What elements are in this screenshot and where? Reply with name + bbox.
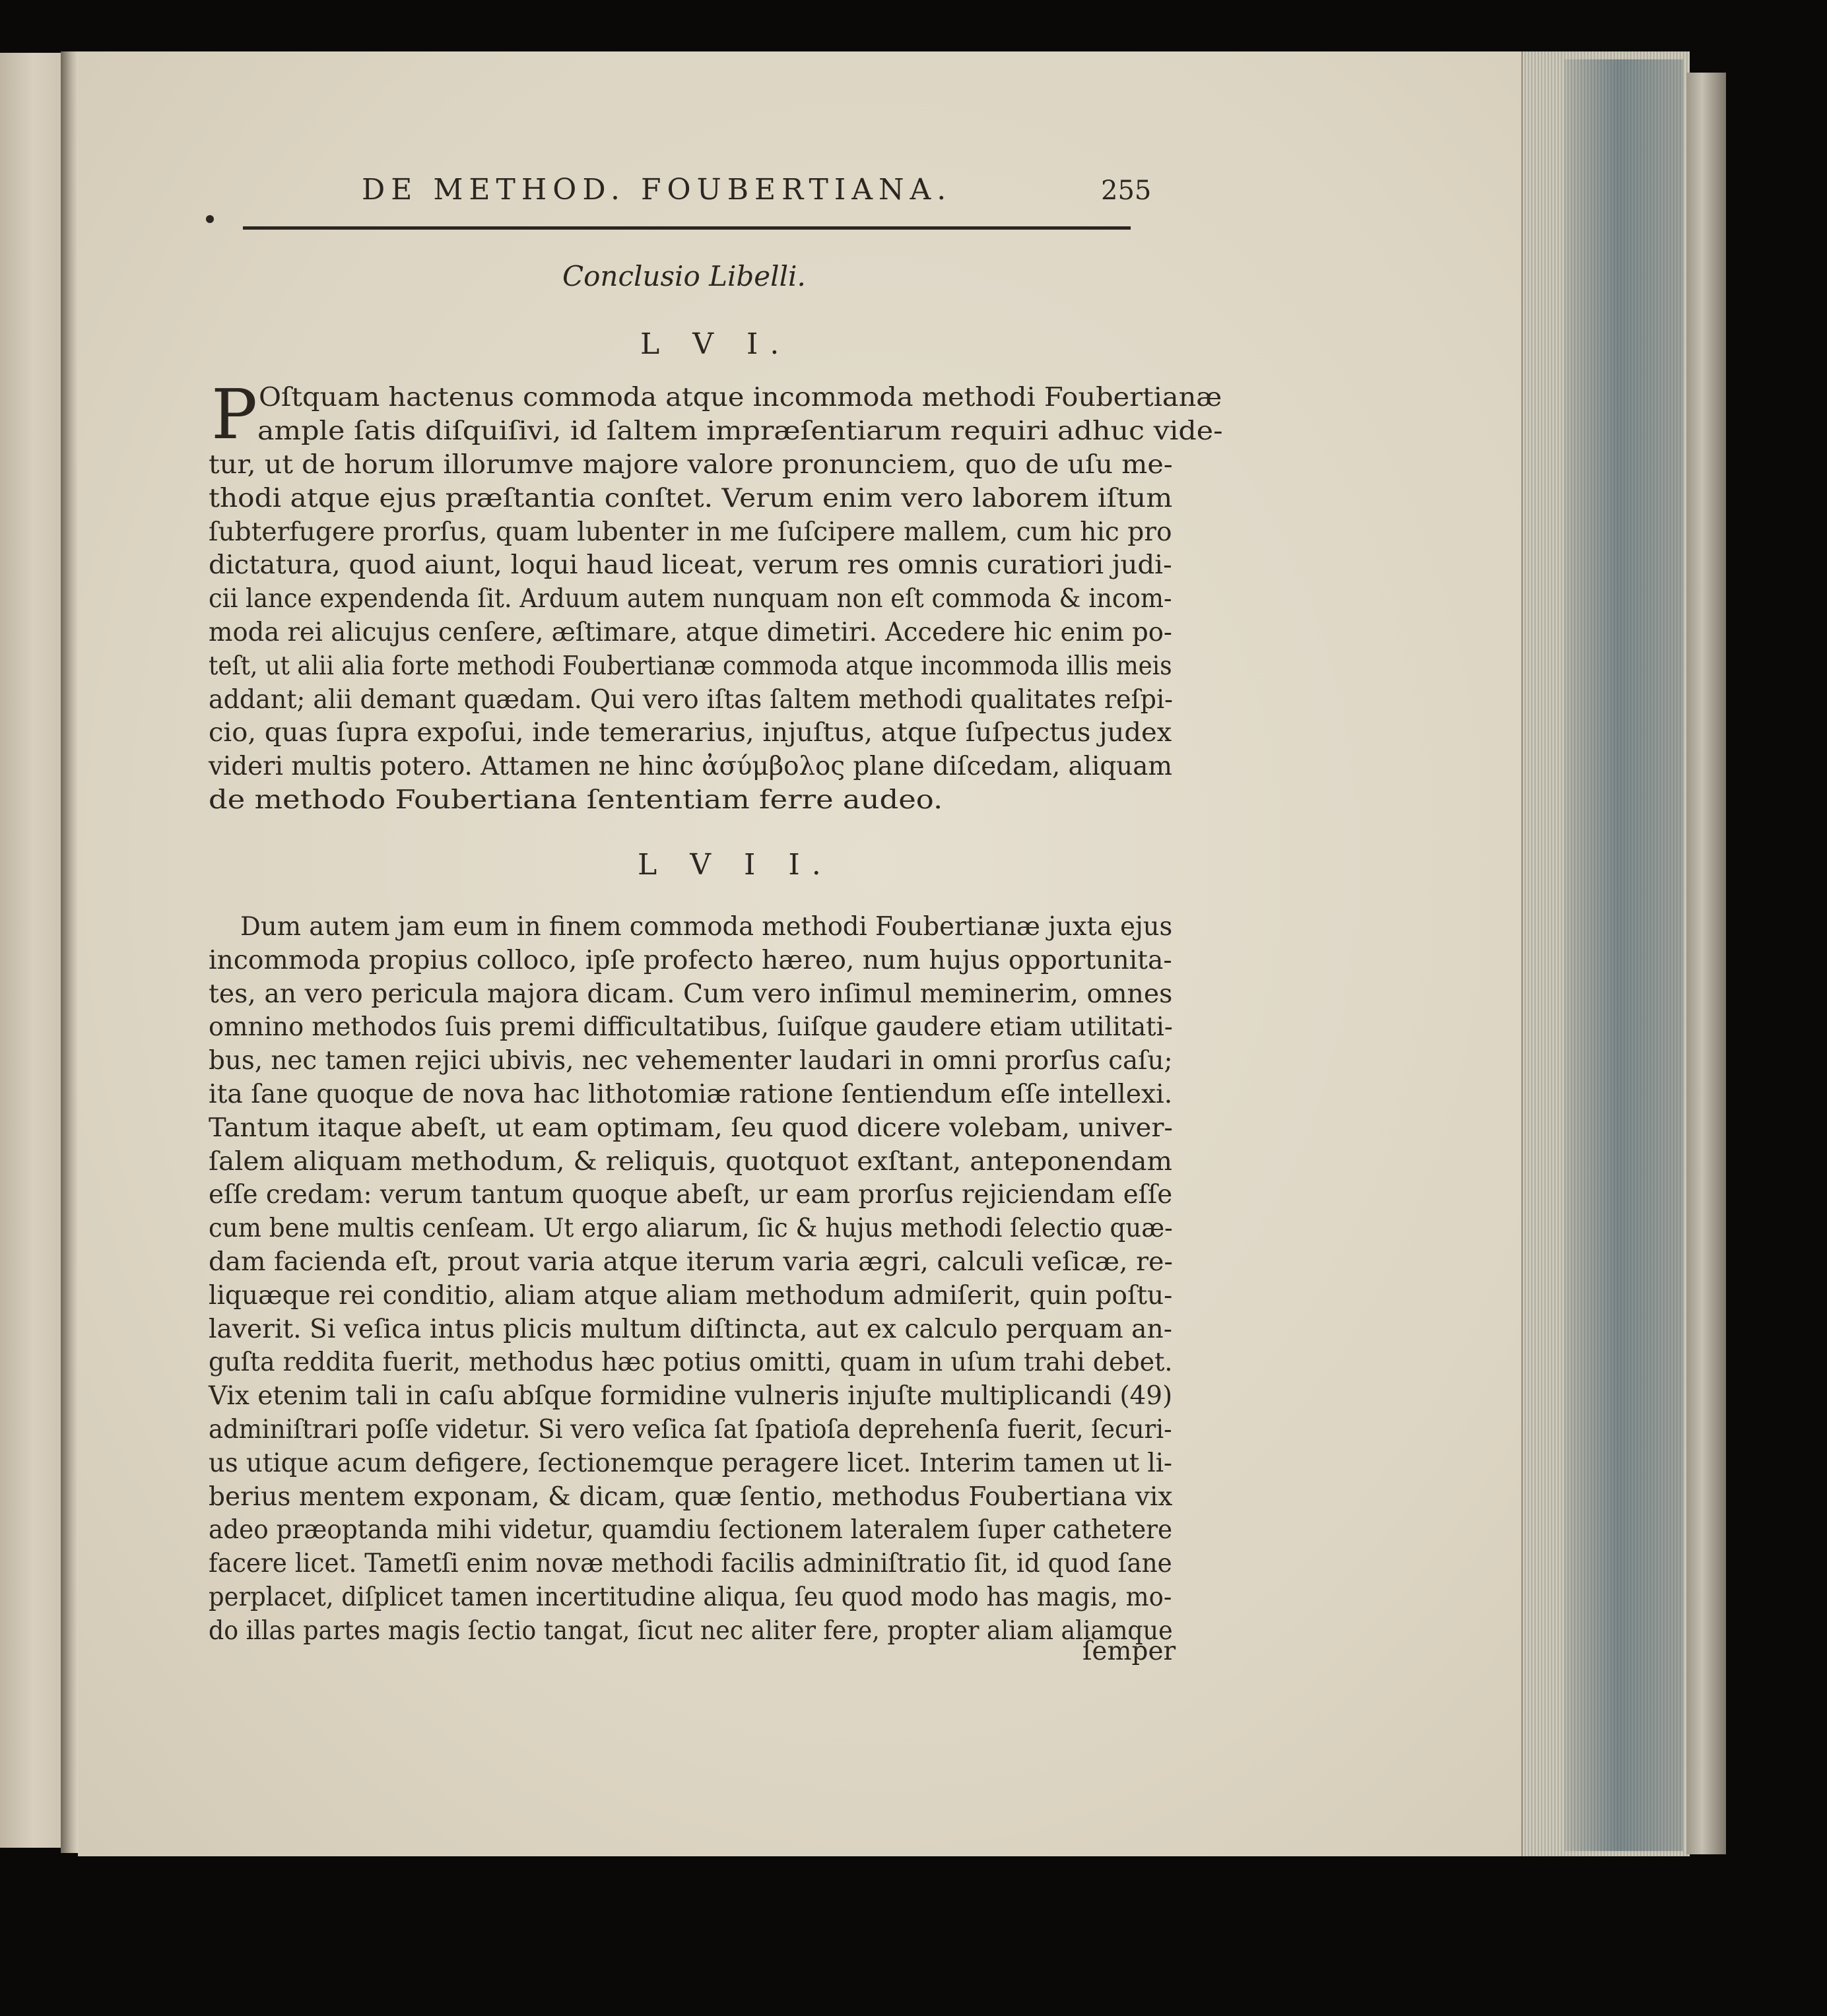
text-line: thodi atque ejus præſtantia conſtet. Verum enim vero laborem iſtum [209,483,1173,513]
text-line: adminiſtrari poſſe videtur. Si vero veſica ſat ſpatioſa deprehenſa fuerit, ſecuri- [209,1414,1172,1445]
text-line: ſubterfugere prorſus, quam lubenter in me ſuſcipere mallem, cum hic pro [209,517,1172,547]
left-page-edge [0,53,62,1848]
text-line: do illas partes magis ſectio tangat, ſicut nec aliter fere, propter aliam aliamque [209,1615,1173,1646]
text-line: berius mentem exponam, & dicam, quæ ſentio, methodus Foubertiana vix [209,1481,1173,1512]
section-number-lvi: L V I. [640,327,791,361]
conclusion-title: Conclusio Libelli. [562,260,806,292]
text-line: perplacet, diſplicet tamen incertitudine aliqua, ſeu quod modo has magis, mo- [209,1582,1172,1612]
drop-cap: P [211,374,257,455]
text-line: moda rei alicujus cenſere, æſtimare, atque dimetiri. Accedere hic enim po- [209,617,1172,647]
page-number: 255 [1101,176,1152,206]
text-line: tur, ut de horum illorumve majore valore pronunciem, quo de uſu me- [209,450,1173,480]
text-line: cio, quas ſupra expoſui, inde temerarius, injuſtus, atque ſuſpectus judex [209,718,1172,748]
fore-edge-coloring [1564,59,1683,1851]
text-line: teſt, ut alii alia forte methodi Foubertianæ commoda atque incommoda illis meis [209,651,1172,681]
text-line: guſta reddita fuerit, methodus hæc potius omitti, quam in uſum trahi debet. [209,1348,1173,1378]
book-gutter [61,51,78,1853]
text-line: incommoda propius colloco, ipſe profecto hæreo, num hujus opportunita- [209,945,1172,975]
text-line: de methodo Foubertiana ſententiam ferre audeo. [209,785,943,815]
paragraph-lvi-first-line [257,381,1223,449]
text-line: bus, nec tamen rejici ubivis, nec vehementer laudari in omni prorſus caſu; [209,1046,1173,1076]
text-line: Oſtquam hactenus commoda atque incommoda methodi Foubertianæ [259,383,1222,412]
text-line: Dum autem jam eum in finem commoda methodi Foubertianæ juxta ejus [240,912,1173,942]
text-line: ſalem aliquam methodum, & reliquis, quotquot exſtant, anteponendam [209,1146,1173,1177]
running-title: DE METHOD. FOUBERTIANA. [362,173,952,207]
text-line: dictatura, quod aiunt, loqui haud liceat, verum res omnis curatiori judi- [209,550,1172,581]
catchword: ſemper [1082,1637,1176,1666]
text-line: liquæque rei conditio, aliam atque aliam methodum admiſerit, quin poſtu- [209,1280,1173,1311]
text-line: addant; alii demant quædam. Qui vero iſtas ſaltem methodi qualitates reſpi- [209,684,1173,715]
text-line: ita ſane quoque de nova hac lithotomiæ ratione ſentiendum eſſe intellexi. [209,1079,1173,1109]
text-line: us utique acum defigere, ſectionemque peragere licet. Interim tamen ut li- [209,1448,1173,1478]
text-line: adeo præoptanda mihi videtur, quamdiu ſectionem lateralem ſuper cathetere [209,1515,1173,1545]
section-number-lvii: L V I I. [638,848,833,882]
header-rule [243,226,1131,230]
text-line: ample ſatis diſquiſivi, id ſaltem impræſentiarum requiri adhuc vide- [257,416,1223,446]
book-cover-edge [1686,73,1726,1854]
text-line: tes, an vero pericula majora dicam. Cum vero inſimul meminerim, omnes [209,979,1173,1009]
paragraph-lvii [209,911,1244,1648]
text-line: cii lance expendenda ſit. Arduum autem nunquam non eſt commoda & incom- [209,584,1172,614]
text-line: Tantum itaque abeſt, ut eam optimam, ſeu quod dicere volebam, univer- [209,1113,1173,1143]
text-line: omnino methodos ſuis premi difficultatibus, ſuiſque gaudere etiam utilitati- [209,1012,1173,1043]
text-line: cum bene multis cenſeam. Ut ergo aliarum, ſic & hujus methodi ſelectio quæ- [209,1214,1173,1244]
text-line: dam facienda eſt, prout varia atque iterum varia ægri, calculi veſicæ, re- [209,1247,1173,1277]
ink-dot [206,215,214,223]
text-line: eſſe credam: verum tantum quoque abeſt, ur eam prorſus rejiciendam eſſe [209,1180,1173,1210]
text-line: videri multis potero. Attamen ne hinc ἀσύμβολος plane diſcedam, aliquam [209,752,1173,782]
text-line: Vix etenim tali in caſu abſque formidine vulneris injuſte multiplicandi (49) [209,1381,1173,1412]
paragraph-lvi [209,449,1261,818]
text-line: laverit. Si veſica intus plicis multum diſtincta, aut ex calculo perquam an- [209,1314,1172,1344]
text-line: facere licet. Tametſi enim novæ methodi facilis adminiſtratio ſit, id quod ſane [209,1549,1172,1579]
